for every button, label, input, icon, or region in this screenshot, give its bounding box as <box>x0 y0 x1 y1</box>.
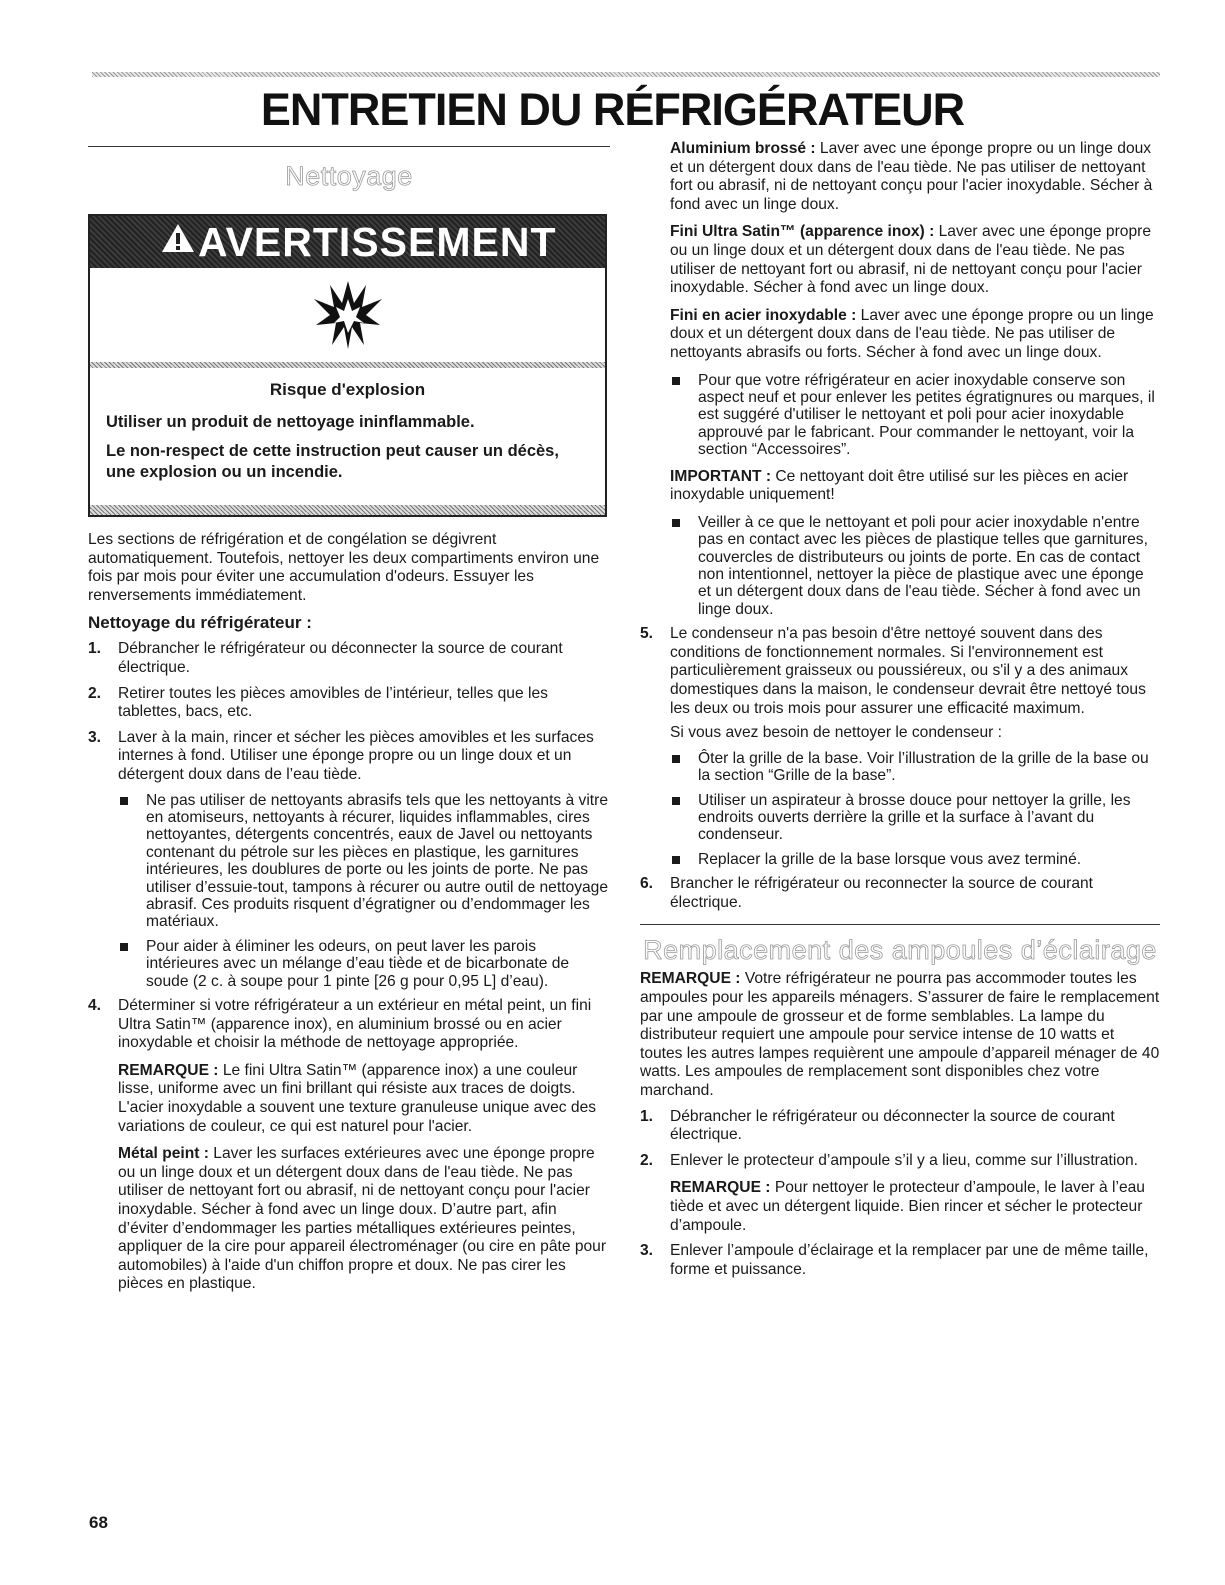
step-number: 2. <box>640 1151 654 1169</box>
important-paragraph <box>670 468 1160 505</box>
warning-header-text: AVERTISSEMENT <box>198 218 557 265</box>
aluminium-paragraph <box>670 140 1160 214</box>
aluminium-text: Laver avec une éponge propre ou un linge doux et un détergent doux dans de l'eau tiède. Ne pas utiliser de nettoyant fort ou abrasif, ni de nettoyant conçu pour l'acier inoxydable. Sécher à fond avec un linge doux. <box>670 140 1153 213</box>
step-number: 3. <box>88 728 102 746</box>
bullet-square-icon <box>672 856 680 864</box>
step-text: Enlever le protecteur d’ampoule s’il y a lieu, comme sur l’illustration. <box>670 1151 1139 1169</box>
bullet-text: Utiliser un aspirateur à brosse douce pour nettoyer la grille, les endroits ouverts derrière la grille et la surface à l’avant du condenseur. <box>698 791 1131 844</box>
bulb-step-3 <box>640 1242 1160 1279</box>
bullet-text: Replacer la grille de la base lorsque vous avez terminé. <box>698 850 1082 868</box>
ultra-satin-paragraph <box>670 223 1160 297</box>
bullet-item <box>670 514 1160 618</box>
inox-text: Laver avec une éponge propre ou un linge doux et un détergent doux dans de l'eau tiède. Ne pas utiliser de nettoyants abrasifs ou forts. Sécher à fond avec un linge doux. <box>670 306 1154 361</box>
bullet-item <box>118 792 610 931</box>
ultra-satin-label: Fini Ultra Satin™ (apparence inox) : <box>670 223 935 241</box>
remarque-label: REMARQUE : <box>670 1179 771 1197</box>
remarque-text: Votre réfrigérateur ne pourra pas accommoder toutes les ampoules pour les appareils ménagers. S’assurer de faire le remplacement par une ampoule de grosseur et de forme semblables. La lampe du distributeur requiert une ampoule pour service intense de 10 watts et toutes les autres lampes requièrent une ampoule d’appareil ménager de 40 watts. Les ampoules de remplacement sont disponibles chez votre marchand. <box>640 970 1160 1099</box>
warning-box <box>88 214 607 517</box>
bullet-item <box>670 372 1160 459</box>
bullet-square-icon <box>672 377 680 385</box>
page-number: 68 <box>89 1513 108 1532</box>
inox-paragraph <box>670 307 1160 363</box>
page-title: ENTRETIEN DU RÉFRIGÉRATEUR <box>260 84 965 135</box>
bullet-text: Ôter la grille de la base. Voir l’illustration de la grille de la base ou la section “Grille de la base”. <box>698 749 1149 785</box>
aluminium-label: Aluminium brossé : <box>670 140 816 157</box>
step-text: Débrancher le réfrigérateur ou déconnecter la source de courant électrique. <box>670 1107 1115 1144</box>
metal-peint-paragraph <box>118 1145 610 1294</box>
bulb-step-2 <box>640 1152 1160 1235</box>
bullet-item <box>670 750 1160 785</box>
bullet-square-icon <box>120 943 128 951</box>
warning-triangle-icon <box>160 222 196 262</box>
bullet-text: Veiller à ce que le nettoyant et poli pour acier inoxydable n'entre pas en contact avec les pièces de plastique telles que garnitures, couvercles de distributeurs ou joints de porte. En cas de contact non intentionnel, nettoyer la pièce de plastique avec une éponge et un détergent doux dans de l'eau tiède. Sécher à fond avec un linge doux. <box>698 513 1148 618</box>
step-number: 1. <box>88 640 102 658</box>
warning-header <box>90 216 605 268</box>
step-number: 5. <box>640 625 654 643</box>
remarque-ampoules-paragraph <box>640 970 1160 1100</box>
remarque-label: REMARQUE : <box>640 970 741 988</box>
bullet-item <box>670 851 1160 868</box>
bullet-text: Pour aider à éliminer les odeurs, on peut laver les parois intérieures avec un mélange d’eau tiède et de bicarbonate de soude (2 c. à soupe pour 1 pinte [26 g pour 0,95 L] d’eau). <box>146 937 570 990</box>
step-4 <box>88 997 610 1294</box>
step-number: 3. <box>640 1242 654 1260</box>
warning-body <box>90 368 605 515</box>
step-number: 2. <box>88 684 102 702</box>
left-divider <box>88 146 610 147</box>
important-text: Ce nettoyant doit être utilisé sur les pièces en acier inoxydable uniquement! <box>670 467 1129 504</box>
step-text: Débrancher le réfrigérateur ou déconnecter la source de courant électrique. <box>118 640 563 676</box>
step-1 <box>88 640 610 677</box>
top-hatched-rule <box>92 72 1160 77</box>
inox-label: Fini en acier inoxydable : <box>670 306 857 324</box>
bullet-item <box>670 792 1160 844</box>
step-2 <box>88 685 610 722</box>
step-text: Laver à la main, rincer et sécher les pièces amovibles et les surfaces internes à fond. Utiliser une éponge propre ou un linge doux et un détergent doux dans de l’eau tiède. <box>118 728 594 783</box>
remarque-text: Le fini Ultra Satin™ (apparence inox) a une couleur lisse, uniforme avec un fini brillant qui résiste aux traces de doigts. L'acier inoxydable a souvent une texture granuleuse unique avec des variations de couleur, ce qui est naturel pour l'acier. <box>118 1061 597 1135</box>
bullet-item <box>118 938 610 990</box>
step-text: Déterminer si votre réfrigérateur a un extérieur en métal peint, un fini Ultra Satin™ (apparence inox), en aluminium brossé ou en acier inoxydable et choisir la méthode de nettoyage appropriée. <box>118 997 592 1052</box>
bulb-step-1 <box>640 1108 1160 1145</box>
important-label: IMPORTANT : <box>670 467 772 485</box>
step-text: Brancher le réfrigérateur ou reconnecter la source de courant électrique. <box>670 875 1093 911</box>
right-divider <box>640 924 1160 925</box>
section-heading-ampoules: Remplacement des ampoules d’éclairage <box>643 935 1157 966</box>
step-number: 1. <box>640 1107 654 1125</box>
bullet-text: Pour que votre réfrigérateur en acier inoxydable conserve son aspect neuf et pour enlever les petites égratignures ou marques, il est suggéré d'utiliser le nettoyant et poli pour acier inoxydable approuvé par le fabricant. Pour commander le nettoyant, voir la section “Accessoires”. <box>698 371 1155 459</box>
remarque-text: Pour nettoyer le protecteur d’ampoule, le laver à l’eau tiède et avec un détergent liquide. Bien rincer et sécher le protecteur d’ampoule. <box>670 1179 1145 1234</box>
step-number: 4. <box>88 997 102 1014</box>
subheading-nettoyage: Nettoyage du réfrigérateur : <box>88 613 312 633</box>
step-3 <box>88 729 610 990</box>
step-text: Retirer toutes les pièces amovibles de l’intérieur, telles que les tablettes, bacs, etc. <box>118 684 548 721</box>
step-text: Le condenseur n'a pas besoin d'être nettoyé souvent dans des conditions de fonctionnement normales. Si l'environnement est particulièrement graisseux ou poussiéreux, ou s'il y a des animaux domestiques dans la maison, le condenseur devrait être nettoyé tous les deux ou trois mois pour assurer une efficacité maximum. <box>670 625 1146 717</box>
finish-paragraphs <box>640 140 1160 618</box>
bullet-square-icon <box>120 797 128 805</box>
left-column <box>88 140 610 1294</box>
metal-peint-label: Métal peint : <box>118 1145 209 1163</box>
section-heading-nettoyage: Nettoyage <box>285 161 413 191</box>
step-number: 6. <box>640 875 654 893</box>
bullet-text: Ne pas utiliser de nettoyants abrasifs tels que les nettoyants à vitre en atomiseurs, nettoyants à récurer, liquides inflammables, cires nettoyantes, détergents concentrés, eaux de Javel ou nettoyants contenant du pétrole sur les pièces en plastique, les garnitures intérieures, les doublures de porte ou les joints de porte. Ne pas utiliser d’essuie-tout, tampons à récurer ou autre outil de nettoyage abrasif. Ces produits risquent d’égratigner ou d’endommager les matériaux. <box>146 791 609 931</box>
bullet-square-icon <box>672 797 680 805</box>
bullet-square-icon <box>672 755 680 763</box>
metal-peint-text: Laver les surfaces extérieures avec une éponge propre ou un linge doux et un détergent doux dans de l'eau tiède. Ne pas utiliser de nettoyant fort ou abrasif, ni de nettoyant conçu pour l'acier inoxydable. Sécher à fond avec un linge doux. D’autre part, afin d’éviter d’endommager les parties métalliques extérieures peintes, appliquer de la cire pour appareil électroménager (ou cire en pâte pour automobiles) à l'aide d'un chiffon propre et doux. Ne pas cirer les pièces en plastique. <box>118 1145 607 1293</box>
warning-risk: Risque d'explosion <box>269 380 426 399</box>
right-column <box>640 140 1160 1279</box>
ultra-satin-text: Laver avec une éponge propre ou un linge doux et un détergent doux dans de l'eau tiède. Ne pas utiliser de nettoyant fort ou abrasif, ni de nettoyant conçu pour l'acier inoxydable. Sécher à fond avec un linge doux. <box>670 223 1152 297</box>
warning-line-1: Utiliser un produit de nettoyage ininflammable. <box>106 413 475 431</box>
intro-paragraph: Les sections de réfrigération et de congélation se dégivrent automatiquement. Toutefois, nettoyer les deux compartiments environ une fois par mois pour éviter une accumulation d'odeurs. Essuyer les renversements immédiatement. <box>88 531 600 604</box>
remarque-paragraph <box>118 1062 610 1136</box>
remarque-protecteur-paragraph <box>670 1179 1160 1235</box>
step-text: Enlever l’ampoule d’éclairage et la remplacer par une de même taille, forme et puissance. <box>670 1242 1149 1278</box>
warning-line-2: Le non-respect de cette instruction peut causer un décès, une explosion ou un incendie. <box>106 442 559 481</box>
step-6 <box>640 875 1160 912</box>
step-5 <box>640 625 1160 868</box>
remarque-label: REMARQUE : <box>118 1061 219 1079</box>
condenseur-intro: Si vous avez besoin de nettoyer le condenseur : <box>670 724 1003 742</box>
warning-icon-area <box>90 268 605 368</box>
explosion-icon <box>308 273 388 358</box>
bullet-square-icon <box>672 519 680 527</box>
